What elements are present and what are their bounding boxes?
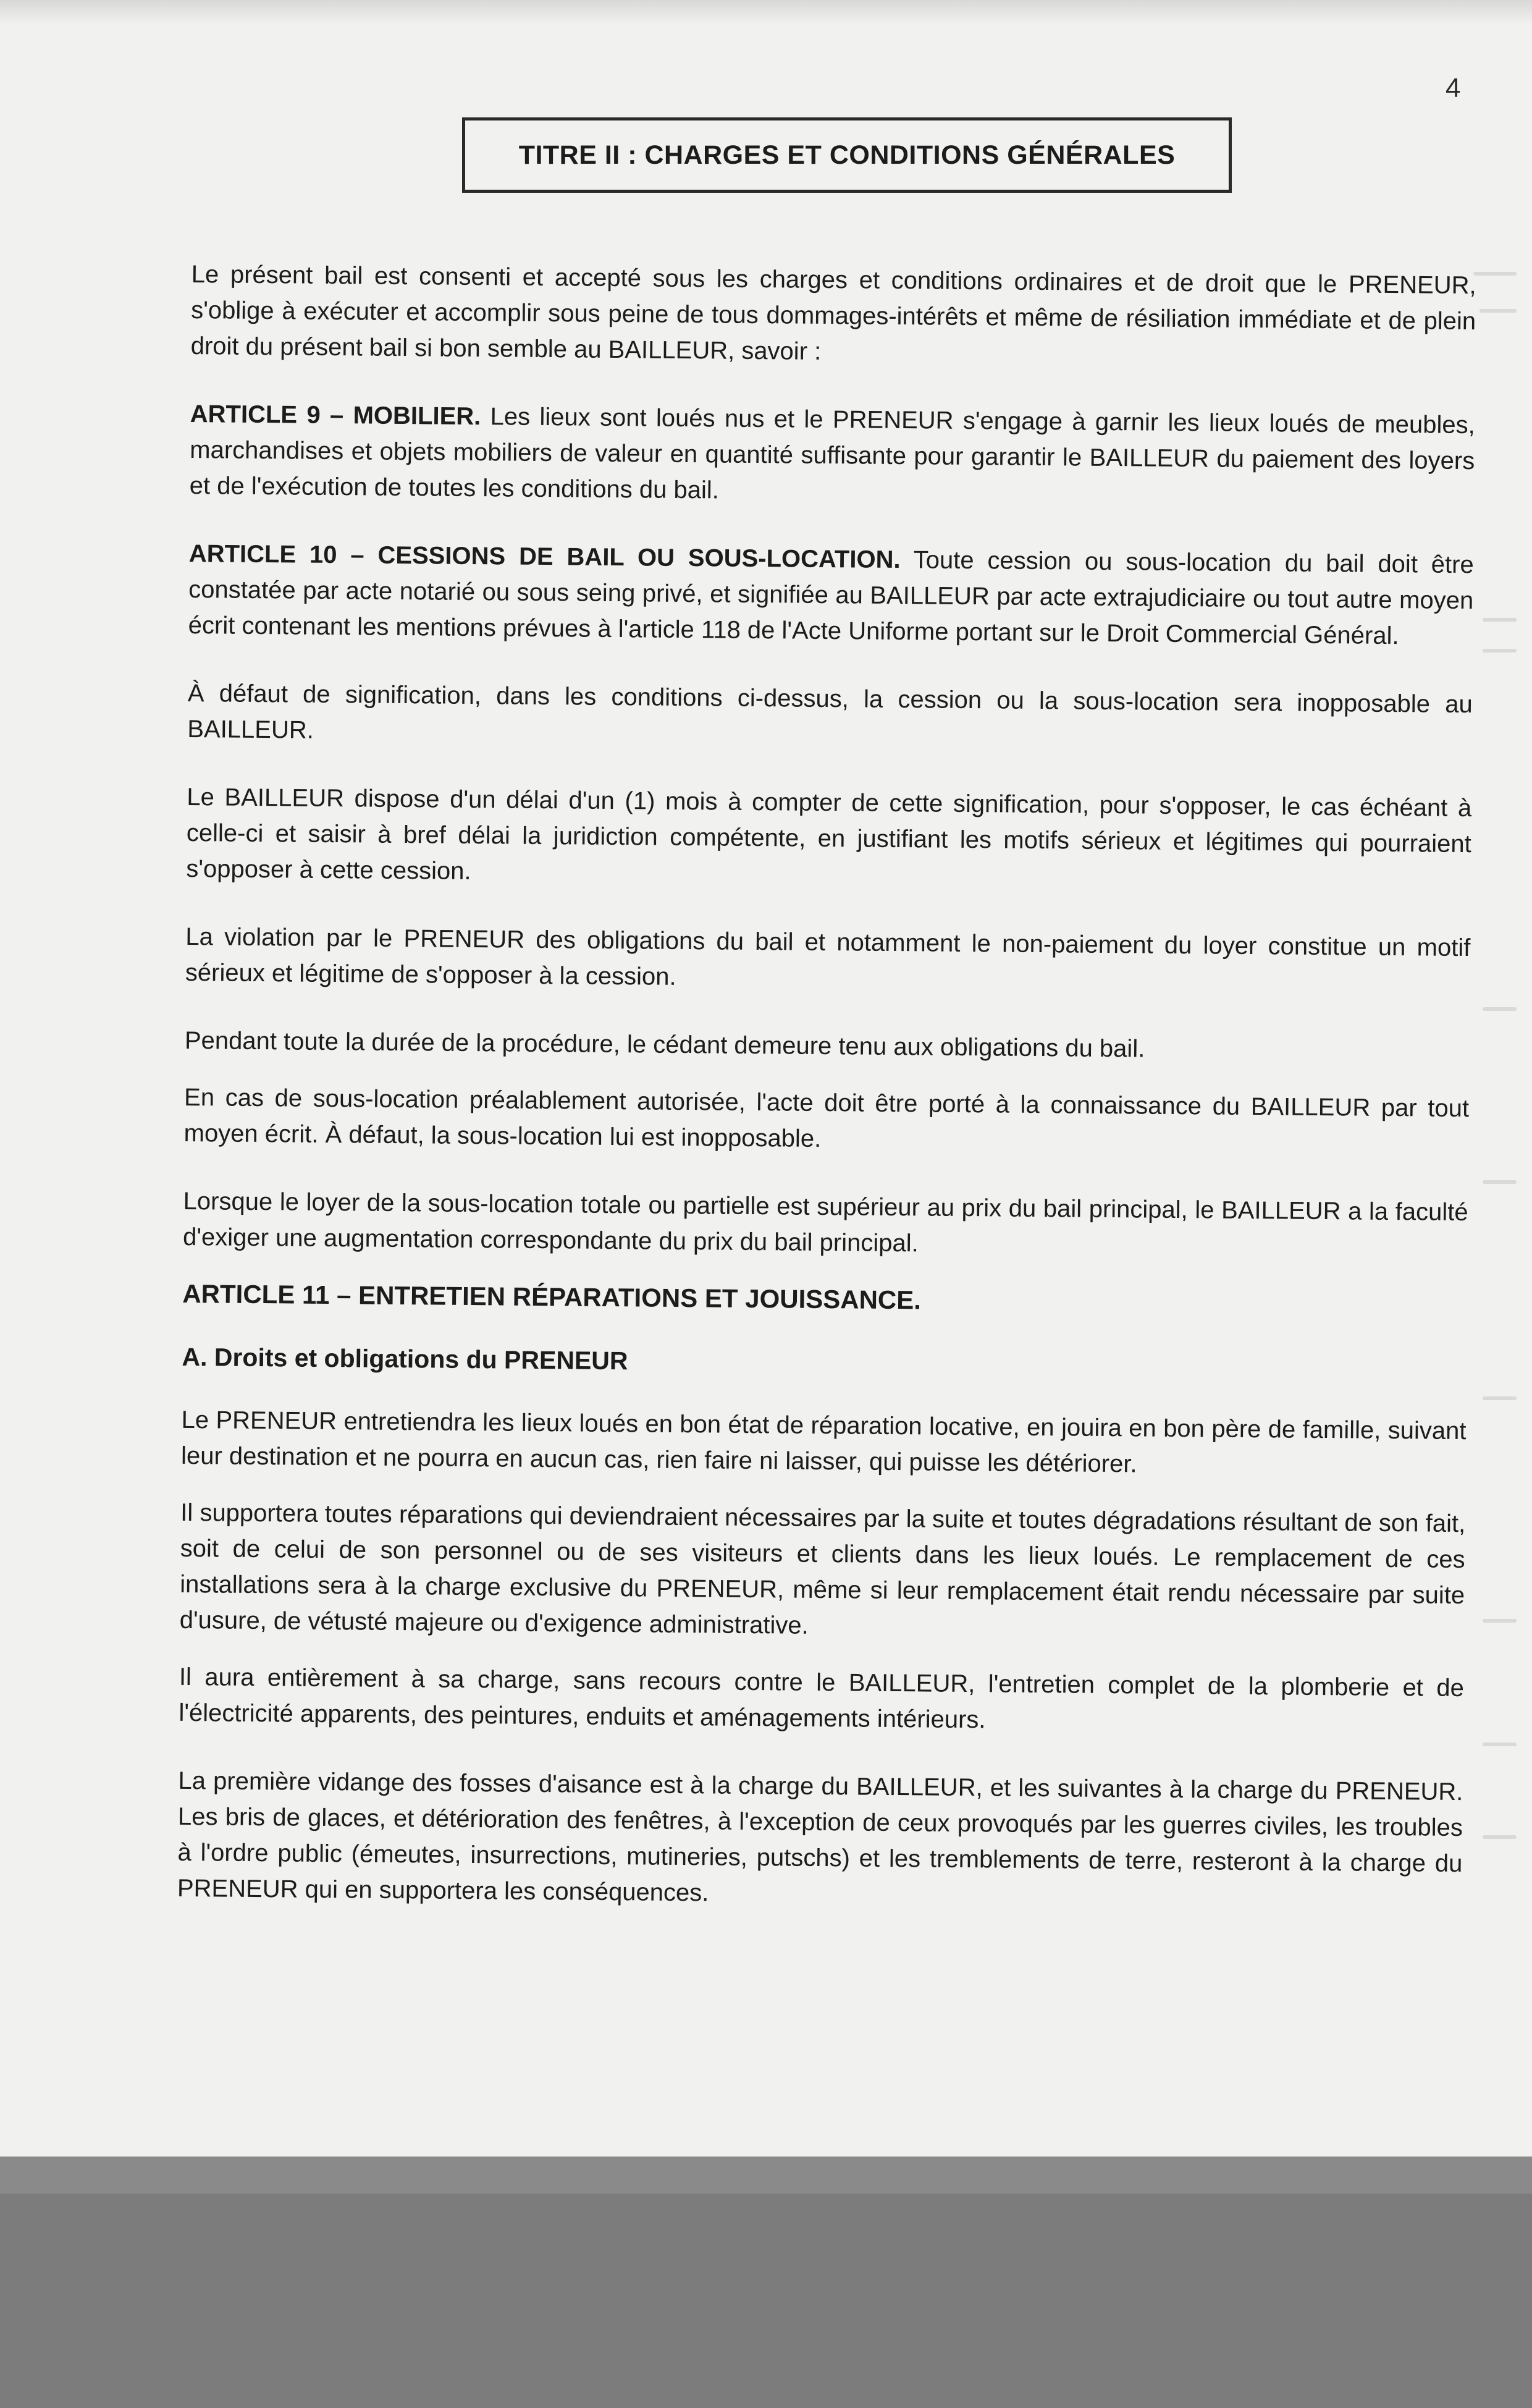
bleed-through-mark: [1483, 1180, 1517, 1184]
bleed-through-mark: [1473, 272, 1517, 276]
scanner-background: [0, 2157, 1532, 2408]
scanner-background-band: [0, 2157, 1532, 2194]
title-box: [462, 117, 1232, 193]
article-10: [188, 536, 1474, 654]
article-10-paragraph: La violation par le PRENEUR des obligations du bail et notamment le non-paiement du loyer constitue un motif sérieux et légitime de s'opposer à la cession.: [185, 923, 1471, 991]
bleed-through-mark: [1483, 1396, 1517, 1400]
bleed-through-mark: [1483, 1835, 1517, 1839]
article-11-paragraph: Il aura entièrement à sa charge, sans recours contre le BAILLEUR, l'entretien complet de la plomberie et de l'électricité apparents, des peintures, enduits et aménagements intérieurs.: [179, 1663, 1465, 1734]
article-9: [190, 396, 1475, 515]
article-9-text: Les lieux sont loués nus et le PRENEUR s'engage à garnir les lieux loués de meubles, marchandises et objets mobiliers de valeur en quantité suffisante pour garantir le BAILLEUR du paiement des loyers et de l'exécution de toutes les conditions du bail.: [189, 403, 1475, 504]
page-number: 4: [1446, 73, 1461, 103]
article-11-paragraph: Le PRENEUR entretiendra les lieux loués en bon état de réparation locative, en jouira en bon père de famille, suivant leur destination et ne pourra en aucun cas, rien faire ni laisser, qui puisse les détériorer.: [180, 1406, 1467, 1478]
intro-paragraph: Le présent bail est consenti et accepté sous les charges et conditions ordinaires et de droit que le PRENEUR, s'oblige à exécuter et accomplir sous peine de tous dommages-intérêts et même de résiliation immédiate et de plein droit du présent bail si bon semble au BAILLEUR, savoir :: [190, 260, 1476, 365]
article-10-paragraph: Pendant toute la durée de la procédure, le cédant demeure tenu aux obligations du bail.: [184, 1026, 1145, 1063]
article-10-paragraph: Le BAILLEUR dispose d'un délai d'un (1) mois à compter de cette signification, pour s'opposer, le cas échéant à celle-ci et saisir à bref délai la juridiction compétente, en justifiant les motifs sérieux et légitimes qui pourraient s'opposer à cette cession.: [186, 783, 1472, 885]
article-11-paragraph: Il supportera toutes réparations qui deviendraient nécessaires par la suite et toutes dégradations résultant de son fait, soit de celui de son personnel ou de ses visiteurs et clients dans les lieux loués. Le remplacement de ces installations sera à la charge exclusive du PRENEUR, même si leur remplacement était rendu nécessaire par suite d'usure, de vétusté majeure ou d'exigence administrative.: [179, 1498, 1466, 1639]
article-11-paragraph: La première vidange des fosses d'aisance est à la charge du BAILLEUR, et les suivantes à la charge du PRENEUR. Les bris de glaces, et détérioration des fenêtres, à l'exception de ceux provoqués par les guerres civiles, les troubles à l'ordre public (émeutes, insurrections, mutineries, putschs) et les tremblements de terre, resteront à la charge du PRENEUR qui en supportera les conséquences.: [177, 1767, 1463, 1907]
scan-edge-shadow: [0, 0, 1532, 25]
article-10-heading: ARTICLE 10 – CESSIONS DE BAIL OU SOUS-LOCATION.: [188, 539, 901, 574]
document-title: TITRE II : CHARGES ET CONDITIONS GÉNÉRALES: [518, 140, 1176, 170]
bleed-through-mark: [1483, 649, 1517, 653]
bleed-through-mark: [1483, 1743, 1517, 1746]
article-9-heading: ARTICLE 9 – MOBILIER.: [190, 400, 481, 431]
article-11-subheading: A. Droits et obligations du PRENEUR: [182, 1342, 628, 1375]
article-10-text: Toute cession ou sous-location du bail doit être constatée par acte notarié ou sous seing privé, et signifiée au BAILLEUR par acte extrajudiciaire ou tout autre moyen écrit contenant les mentions prévues à l'article 118 de l'Acte Uniforme portant sur le Droit Commercial Général.: [188, 546, 1474, 650]
article-10-paragraph: À défaut de signification, dans les conditions ci-dessus, la cession ou la sous-location sera inopposable au BAILLEUR.: [187, 679, 1473, 744]
article-10-paragraph: Lorsque le loyer de la sous-location totale ou partielle est supérieur au prix du bail principal, le BAILLEUR a la faculté d'exiger une augmentation correspondante du prix du bail principal.: [182, 1187, 1468, 1257]
bleed-through-mark: [1483, 618, 1517, 622]
bleed-through-mark: [1483, 1619, 1517, 1623]
article-11-heading: ARTICLE 11 – ENTRETIEN RÉPARATIONS ET JOUISSANCE.: [182, 1278, 922, 1315]
bleed-through-mark: [1483, 1007, 1517, 1011]
article-10-paragraph: En cas de sous-location préalablement autorisée, l'acte doit être porté à la connaissance du BAILLEUR par tout moyen écrit. À défaut, la sous-location lui est inopposable.: [183, 1083, 1470, 1152]
document-body: [177, 256, 1476, 1950]
bleed-through-mark: [1479, 309, 1517, 313]
